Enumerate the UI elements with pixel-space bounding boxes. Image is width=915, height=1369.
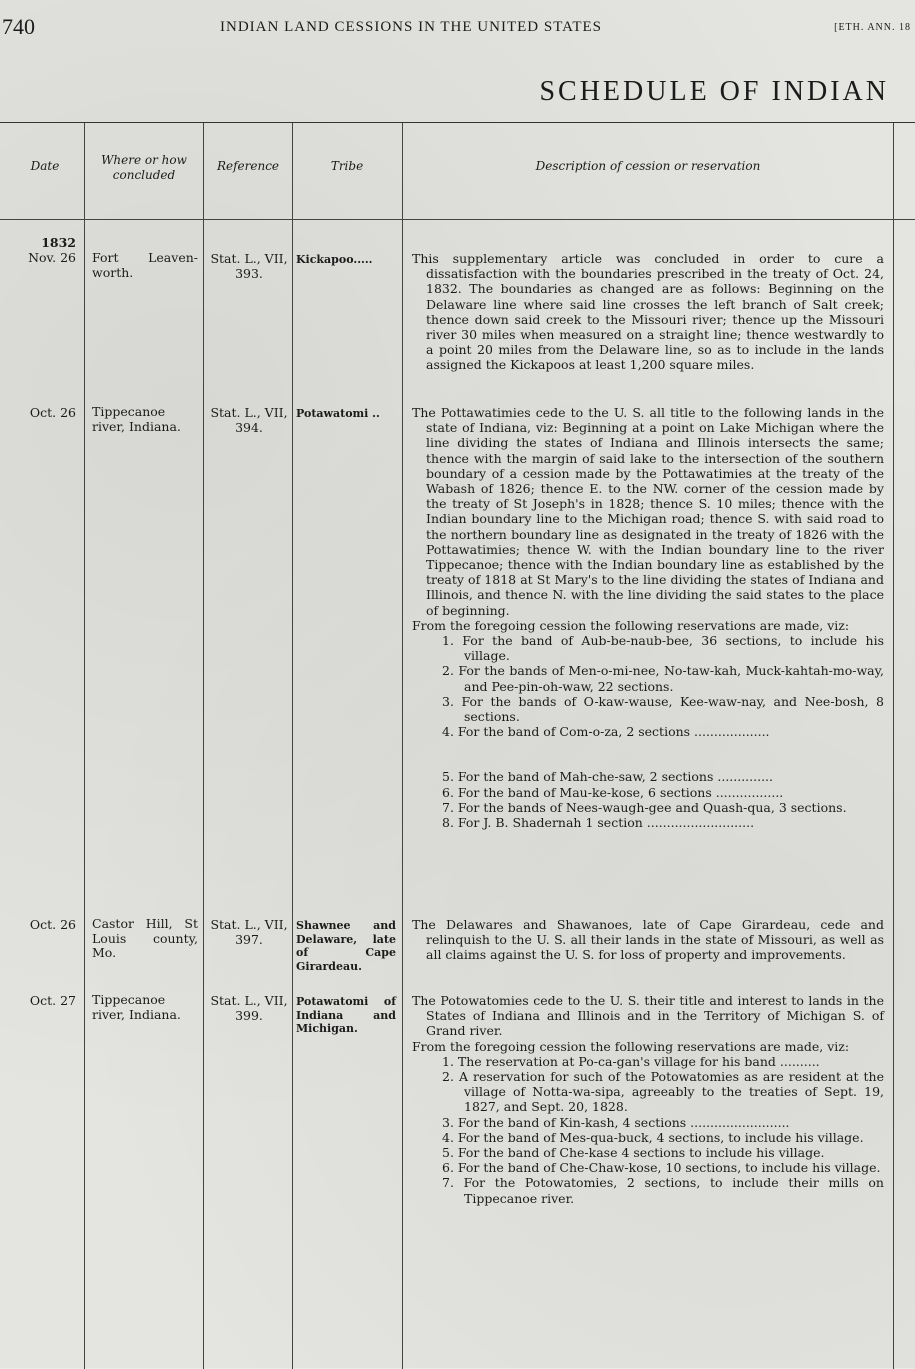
entry-where: Tippecanoe river, Indiana. [92,404,181,434]
reservations-intro: From the foregoing cession the following reservations are made, viz: [412,1038,850,1054]
running-title: INDIAN LAND CESSIONS IN THE UNITED STATES [220,19,603,35]
list-item: 3. For the bands of O-kaw-wause, Kee-waw-nay, and Nee-bosh, 8 sections. [442,693,884,725]
entry-tribe: Shawnee and Delaware, late of Cape Girardeau. [296,919,396,973]
list-item: 5. For the band of Mah-che-saw, 2 sections .............. [442,769,773,785]
entry-description [412,251,884,373]
entry-where: Castor Hill, St Louis county, Mo. [92,916,198,960]
entry-tribe: Potawatomi .. [296,407,380,420]
list-item: 1. For the band of Aub-be-naub-bee, 36 sections, to include his village. [442,633,884,664]
header-rule [0,219,915,220]
column-divider [292,123,293,1369]
list-item: 2. For the bands of Men-o-mi-nee, No-taw-kah, Muck-kahtah-mo-way, and Pee-pin-oh-waw, 22 sections. [442,663,884,694]
description-text: The Potowatomies cede to the U. S. their title and interest to lands in the States of Indiana and Illinois and in the Territory of Michigan S. of Grand river. [412,993,884,1039]
schedule-table [0,122,915,1369]
column-header-description: Description of cession or reservation [535,159,761,173]
list-item: 8. For J. B. Shadernah 1 section ........................... [442,815,755,831]
reservations-intro: From the foregoing cession the following reservations are made, viz: [412,617,850,633]
running-head [0,14,915,44]
list-item: 4. For the band of Mes-qua-buck, 4 sections, to include his village. [442,1129,864,1145]
entry-description [412,405,884,830]
entry-tribe: Potawatomi of Indiana and Michigan. [296,995,396,1035]
report-reference: [ETH. ANN. 18 [834,22,911,33]
column-header-date: Date [30,159,60,173]
list-item: 7. For the Potowatomies, 2 sections, to include their mills on Tippecanoe river. [442,1175,884,1206]
entry-reference: Stat. L., VII, 397. [210,917,288,948]
entry-date: Oct. 27 [29,993,76,1008]
column-header-reference: Reference [216,159,280,173]
list-item: 6. For the band of Che-Chaw-kose, 10 sections, to include his village. [442,1160,881,1176]
list-item: 5. For the band of Che-kase 4 sections to include his village. [442,1145,825,1161]
entry-tribe: Kickapoo..... [296,253,373,266]
page-number: 740 [2,14,35,39]
description-text: The Pottawatimies cede to the U. S. all title to the following lands in the state of Indiana, viz: Beginning at a point on Lake Michigan where the line dividing the states of Indiana and Illinois intersects the same; thence with the margin of said lake to the intersection of the southern boundary of a cession made by the Pottawatimies at the treaty of the Wabash of 1826; thence E. to the NW. corner of the cession made by the treaty of St Joseph's in 1828; thence S. 10 miles; thence with the Indian boundary line to the Michigan road; thence S. with said road to the northern boundary line as designated in the treaty of 1826 with the Pottawatimies; thence W. with the Indian boundary line to the river Tippecanoe; thence with the Indian boundary line as established by the treaty of 1818 at St Mary's to the line dividing the states of Indiana and Illinois, and thence N. with the line dividing the said states to the place of beginning. [412,405,884,618]
entry-date [14,235,76,265]
entry-reference: Stat. L., VII, 394. [210,405,288,436]
entry-day: Nov. 26 [28,250,76,266]
list-item: 2. A reservation for such of the Potowatomies as are resident at the village of Notta-wa-sipa, agreeably to the treaties of Sept. 19, 1827, and Sept. 20, 1828. [442,1069,884,1115]
list-item: 7. For the bands of Nees-waugh-gee and Quash-qua, 3 sections. [442,799,847,815]
entry-year: 1832 [41,235,76,250]
list-item: 4. For the band of Com-o-za, 2 sections ................... [442,724,770,740]
list-item: 3. For the band of Kin-kash, 4 sections ......................... [442,1114,790,1130]
list-item: 1. The reservation at Po-ca-gan's village for his band .......... [442,1053,820,1069]
entry-where: Tippecanoe river, Indiana. [92,992,181,1022]
description-text: This supplementary article was concluded in order to cure a dissatisfaction with the boundaries prescribed in the treaty of Oct. 24, 1832. The boundaries as changed are as follows: Beginning on the Delaware line where said line crosses the left branch of Salt creek; thence down said creek to the Missouri river; thence up the Missouri river 30 miles when measured on a straight line; thence westwardly to a point 20 miles from the Delaware line, so as to include in the lands assigned the Kickapoos at least 1,200 square miles. [412,251,884,373]
entry-reference: Stat. L., VII, 393. [210,251,288,282]
entry-description [412,993,884,1206]
reservations-list [412,633,884,739]
reservations-list [412,769,884,830]
entry-reference: Stat. L., VII, 399. [210,993,288,1024]
entry-where: Fort Leaven-worth. [92,250,198,280]
reservations-list [412,1054,884,1206]
entry-date: Oct. 26 [29,917,76,932]
column-divider [203,123,204,1369]
column-header-where: Where or how concluded [101,153,187,182]
column-divider [84,123,85,1369]
spacer [412,739,884,769]
schedule-title: SCHEDULE OF INDIAN [539,76,889,107]
column-divider [893,123,894,1369]
entry-description [412,917,884,963]
column-header-tribe: Tribe [330,159,364,173]
entry-date: Oct. 26 [29,405,76,420]
list-item: 6. For the band of Mau-ke-kose, 6 sections ................. [442,784,784,800]
description-text: The Delawares and Shawanoes, late of Cape Girardeau, cede and relinquish to the U. S. all their lands in the state of Missouri, as well as all claims against the U. S. for loss of property and improvements. [412,917,884,963]
column-divider [402,123,403,1369]
